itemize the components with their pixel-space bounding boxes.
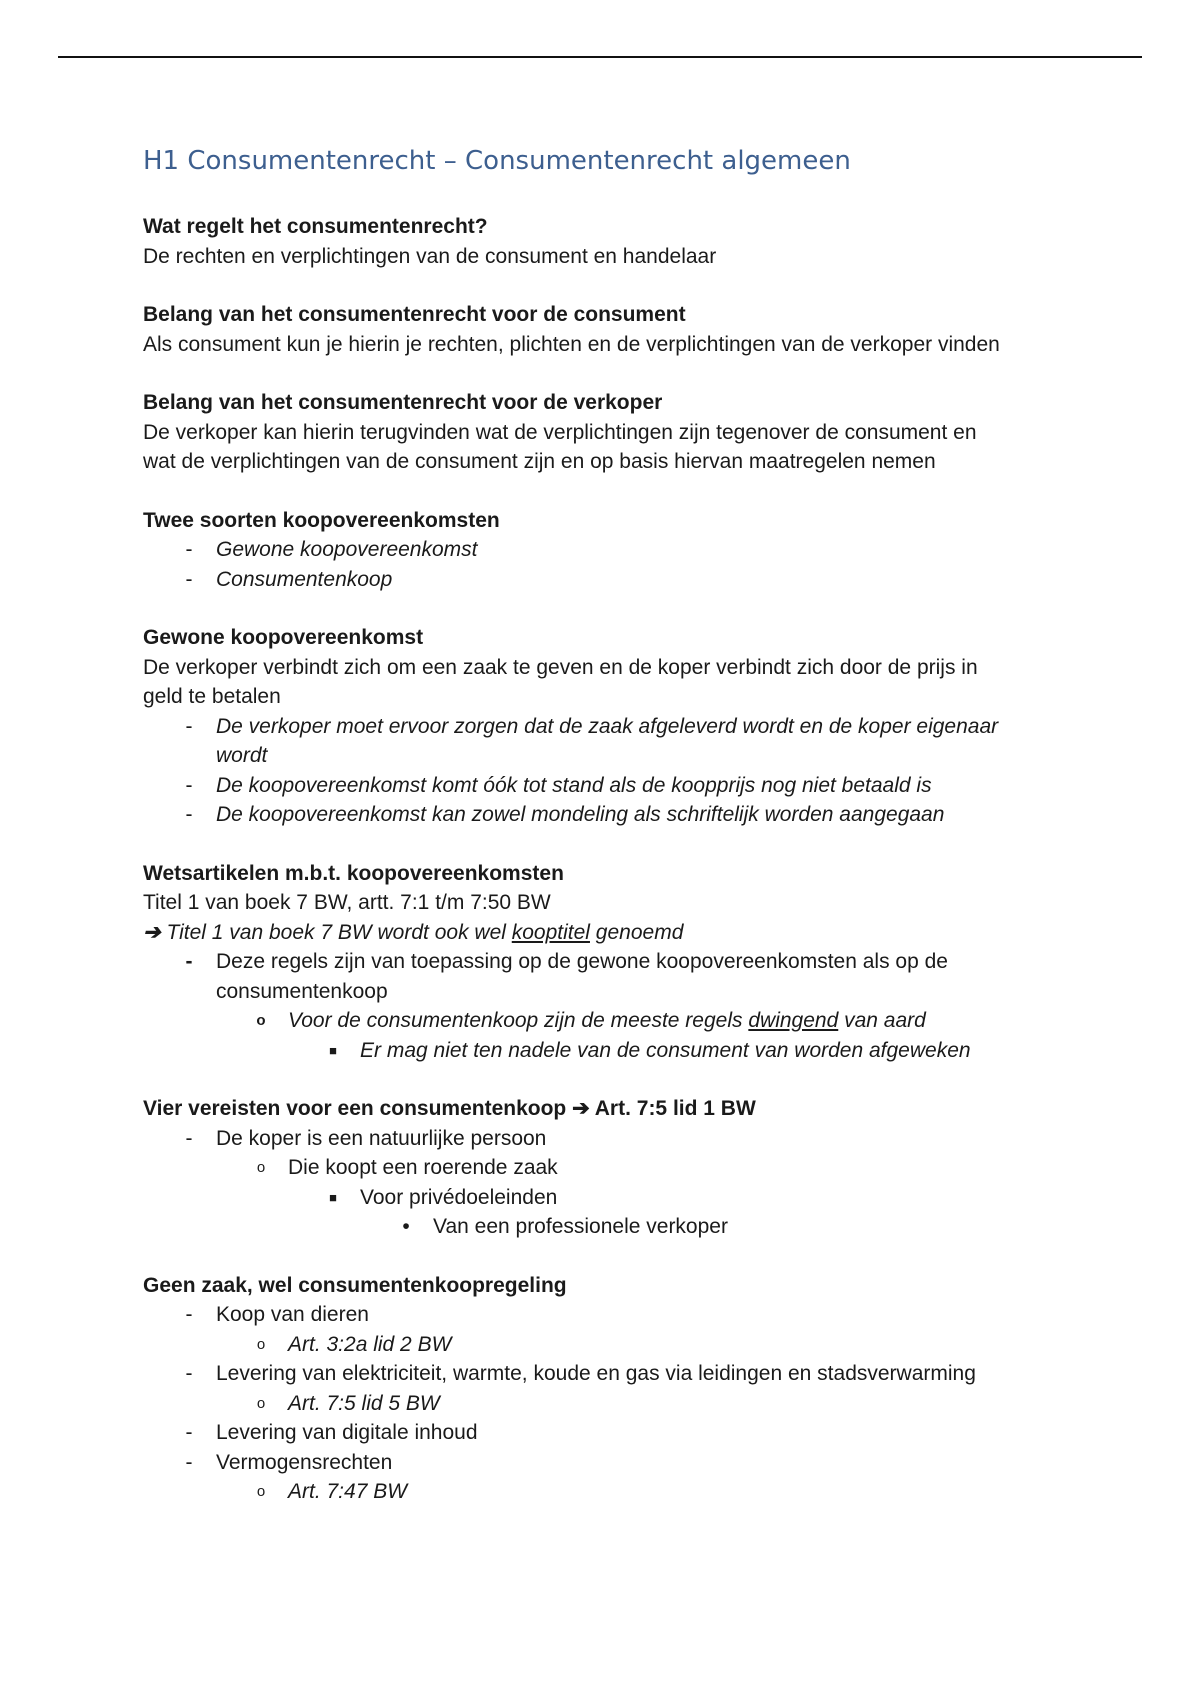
section-heading: Gewone koopovereenkomst [143,626,424,649]
list-item: - De verkoper moet ervoor zorgen dat de zaak afgeleverd wordt en de koper eigenaar [185,714,999,738]
section-heading: Geen zaak, wel consumentenkoopregeling [143,1273,567,1297]
list-item-continuation: wordt [216,744,268,767]
list-item: - Gewone koopovereenkomst [185,538,478,561]
sub-list-item: o Art. 7:5 lid 5 BW [256,1391,440,1415]
arrow-right-icon: ➔ [572,1097,590,1120]
list-item: - Levering van digitale inhoud [185,1421,478,1444]
list-item: - De koopovereenkomst kan zowel mondeling als schriftelijk worden aangegaan [185,803,945,826]
list-item: - De koopovereenkomst komt óók tot stand als de koopprijs nog niet betaald is [185,773,932,797]
header-rule [58,56,1142,58]
level-4-list-item: • Van een professionele verkoper [402,1215,728,1238]
section-heading: Wetsartikelen m.b.t. koopovereenkomsten [143,861,564,885]
section-heading: Wat regelt het consumentenrecht? [143,215,488,238]
section-heading: Twee soorten koopovereenkomsten [143,508,500,532]
paragraph: De rechten en verplichtingen van de consument en handelaar [143,244,717,268]
paragraph: De verkoper kan hierin terugvinden wat de verplichtingen zijn tegenover de consument en [143,420,977,444]
sub-sub-list-item: ■ Voor privédoeleinden [329,1185,558,1209]
list-item: - Deze regels zijn van toepassing op de gewone koopovereenkomsten als op de [185,950,948,973]
paragraph: De verkoper verbindt zich om een zaak te geven en de koper verbindt zich door de prijs in [143,655,978,679]
list-item: - Koop van dieren [185,1303,369,1326]
document-page [143,140,1063,1507]
arrow-right-icon: ➔ [143,920,161,944]
list-item: - Consumentenkoop [185,567,393,591]
paragraph: wat de verplichtingen van de consument zijn en op basis hiervan maatregelen nemen [143,450,936,473]
page-title: H1 Consumentenrecht – Consumentenrecht algemeen [143,146,851,176]
paragraph: Als consument kun je hierin je rechten, plichten en de verplichtingen van de verkoper vinden [143,332,1000,356]
sub-list-item: o Art. 7:47 BW [256,1480,408,1503]
sub-list-item: o Voor de consumentenkoop zijn de meeste regels dwingend van aard [256,1009,926,1032]
sub-list-item: o Die koopt een roerende zaak [256,1156,558,1179]
list-item: - Levering van elektriciteit, warmte, koude en gas via leidingen en stadsverwarming [185,1362,976,1385]
section-heading: Belang van het consumentenrecht voor de verkoper [143,391,663,414]
section-heading: Vier vereisten voor een consumentenkoop ➔ Art. 7:5 lid 1 BW [143,1097,756,1120]
arrow-note: ➔ Titel 1 van boek 7 BW wordt ook wel kooptitel genoemd [143,920,684,944]
paragraph: Titel 1 van boek 7 BW, artt. 7:1 t/m 7:50 BW [143,891,551,914]
sub-list-item: o Art. 3:2a lid 2 BW [256,1332,452,1356]
section-heading: Belang van het consumentenrecht voor de consument [143,303,686,326]
list-item: - Vermogensrechten [185,1450,393,1474]
list-item: - De koper is een natuurlijke persoon [185,1126,547,1150]
list-item-continuation: consumentenkoop [216,979,388,1003]
sub-sub-list-item: ■ Er mag niet ten nadele van de consument van worden afgeweken [329,1038,971,1062]
paragraph: geld te betalen [143,685,281,708]
